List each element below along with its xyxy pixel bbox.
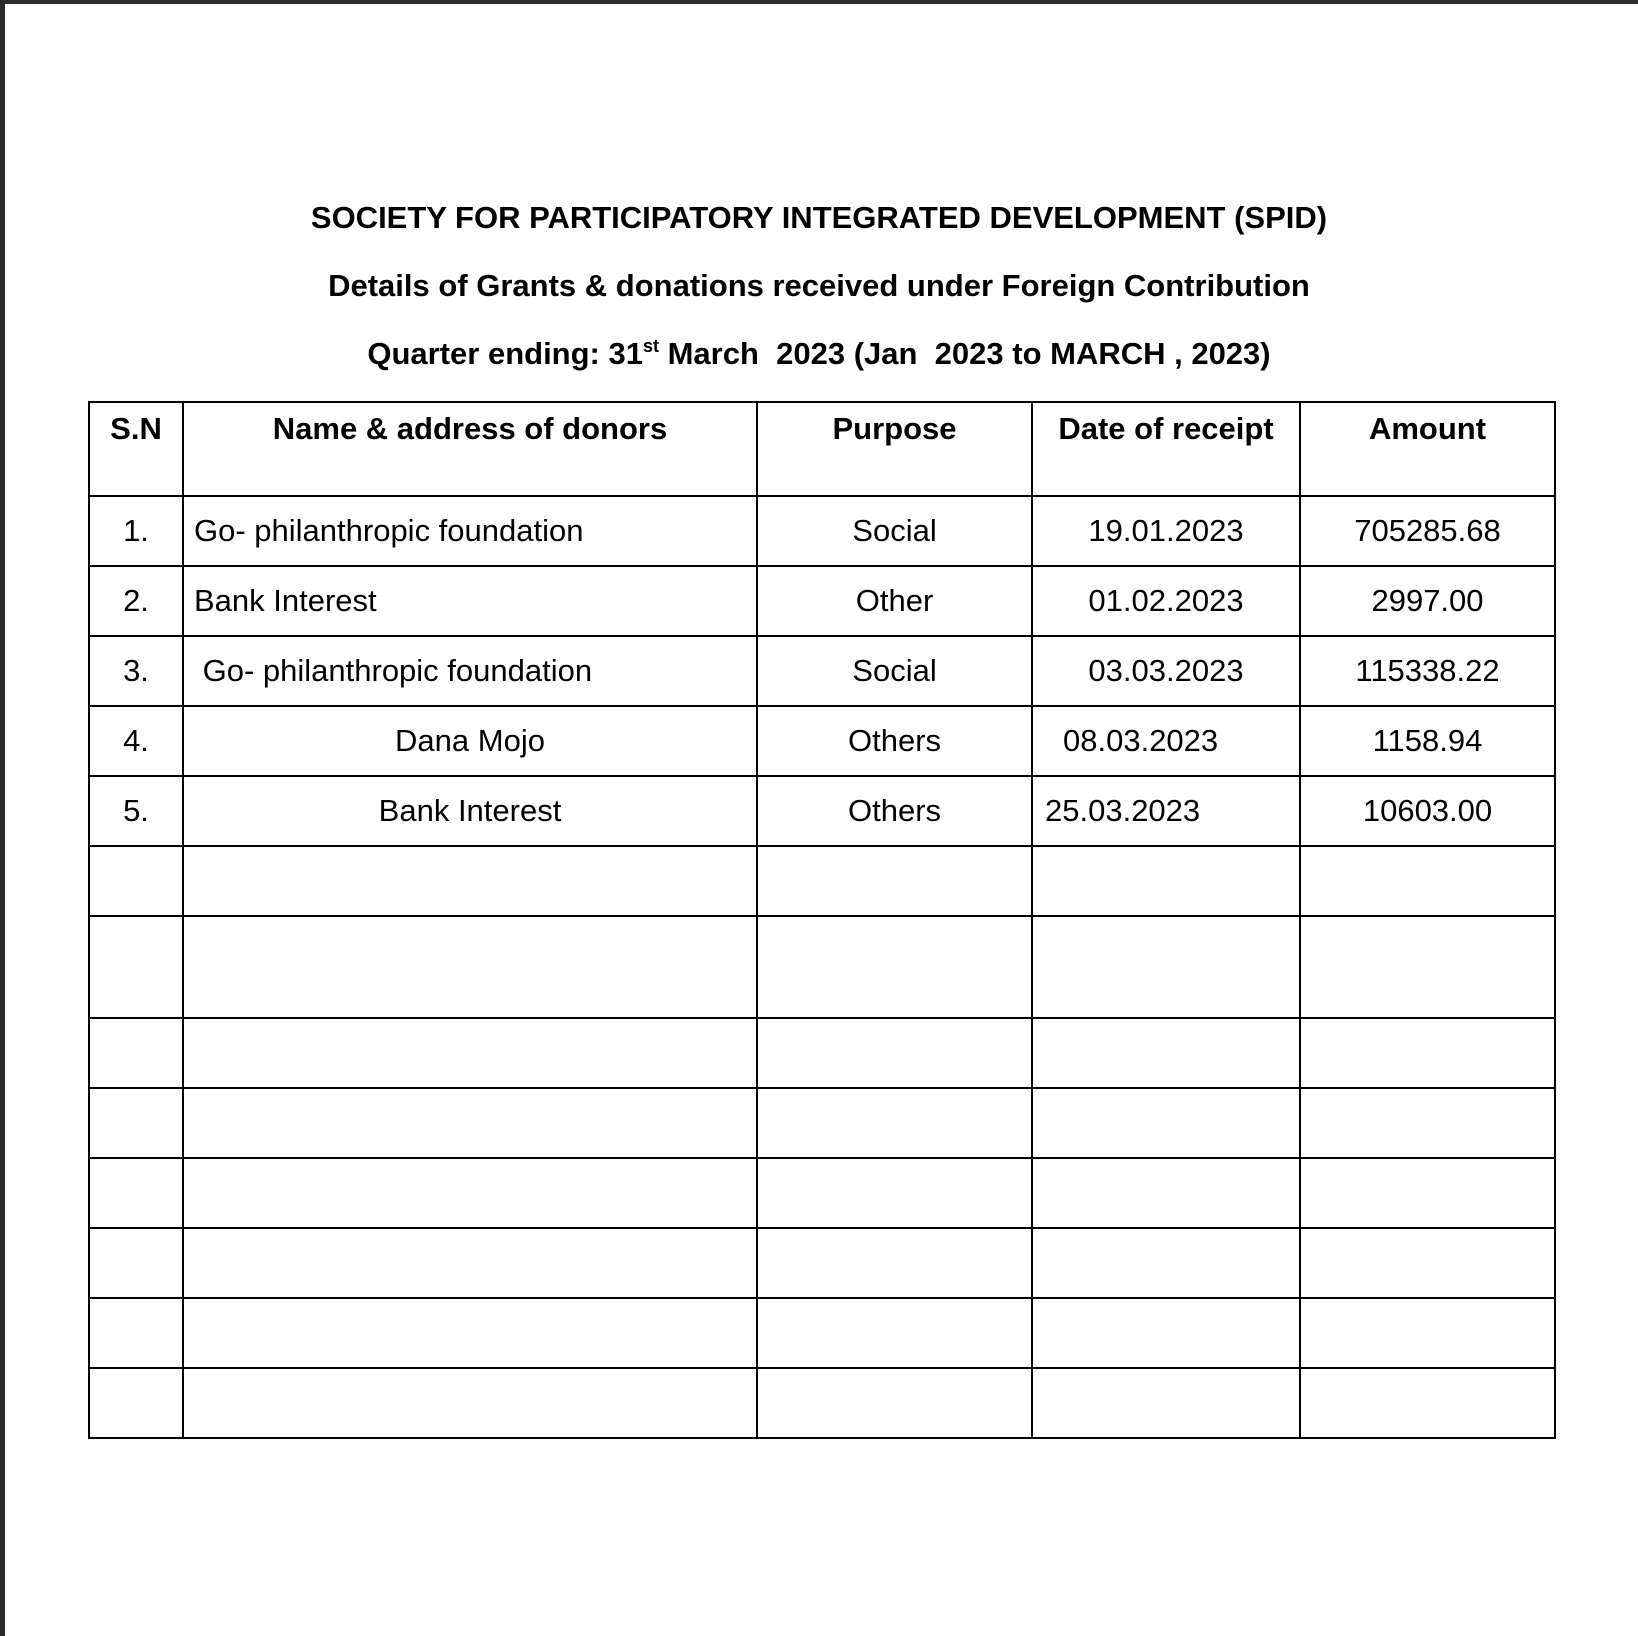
cell-purpose: Others (757, 776, 1032, 846)
cell-sn: 5. (89, 776, 183, 846)
cell-amount: 705285.68 (1300, 496, 1555, 566)
cell-empty (1032, 1368, 1300, 1438)
table-row (89, 636, 1555, 706)
cell-empty (1032, 916, 1300, 1018)
cell-donor: Bank Interest (183, 776, 757, 846)
cell-empty (1032, 1228, 1300, 1298)
table-row-empty (89, 846, 1555, 916)
cell-amount: 1158.94 (1300, 706, 1555, 776)
cell-empty (1300, 846, 1555, 916)
cell-donor: Dana Mojo (183, 706, 757, 776)
page-border-left (0, 0, 5, 1636)
cell-date: 25.03.2023 (1032, 776, 1300, 846)
cell-empty (1032, 1158, 1300, 1228)
cell-empty (757, 1088, 1032, 1158)
cell-empty (1032, 1088, 1300, 1158)
table-row (89, 776, 1555, 846)
cell-date: 03.03.2023 (1032, 636, 1300, 706)
cell-empty (89, 1368, 183, 1438)
cell-empty (1300, 1228, 1555, 1298)
cell-empty (757, 1158, 1032, 1228)
cell-purpose: Others (757, 706, 1032, 776)
cell-empty (89, 916, 183, 1018)
cell-date: 19.01.2023 (1032, 496, 1300, 566)
cell-empty (183, 1228, 757, 1298)
cell-empty (183, 1368, 757, 1438)
cell-empty (183, 1018, 757, 1088)
column-header-date: Date of receipt (1032, 402, 1300, 496)
column-header-amount: Amount (1300, 402, 1555, 496)
table-row-empty (89, 1298, 1555, 1368)
cell-empty (89, 1158, 183, 1228)
cell-empty (757, 1018, 1032, 1088)
cell-empty (183, 1158, 757, 1228)
cell-empty (1300, 1368, 1555, 1438)
cell-empty (89, 1228, 183, 1298)
table-row-empty (89, 1088, 1555, 1158)
cell-empty (757, 916, 1032, 1018)
cell-empty (757, 1298, 1032, 1368)
cell-empty (1300, 1088, 1555, 1158)
cell-empty (183, 846, 757, 916)
page-border-top (0, 0, 1638, 4)
cell-sn: 1. (89, 496, 183, 566)
cell-empty (183, 1298, 757, 1368)
table-row-empty (89, 916, 1555, 1018)
quarter-suffix: March 2023 (Jan 2023 to MARCH , 2023) (658, 336, 1271, 371)
cell-empty (89, 1088, 183, 1158)
column-header-sn: S.N (89, 402, 183, 496)
cell-donor: Go- philanthropic foundation (183, 636, 757, 706)
cell-empty (1032, 846, 1300, 916)
cell-empty (1300, 1158, 1555, 1228)
cell-empty (757, 1368, 1032, 1438)
cell-empty (757, 846, 1032, 916)
cell-empty (1300, 1018, 1555, 1088)
column-header-purpose: Purpose (757, 402, 1032, 496)
cell-purpose: Social (757, 636, 1032, 706)
cell-empty (89, 846, 183, 916)
cell-empty (1300, 1298, 1555, 1368)
quarter-ordinal-suffix: st (642, 336, 659, 356)
cell-amount: 2997.00 (1300, 566, 1555, 636)
cell-sn: 2. (89, 566, 183, 636)
cell-date: 08.03.2023 (1032, 706, 1300, 776)
cell-empty (757, 1228, 1032, 1298)
table-row-empty (89, 1018, 1555, 1088)
cell-empty (1032, 1018, 1300, 1088)
grants-table (88, 401, 1556, 1439)
cell-amount: 115338.22 (1300, 636, 1555, 706)
quarter-line (0, 336, 1638, 372)
cell-purpose: Social (757, 496, 1032, 566)
cell-donor: Go- philanthropic foundation (183, 496, 757, 566)
cell-empty (183, 1088, 757, 1158)
table-header-row (89, 402, 1555, 496)
cell-empty (1300, 916, 1555, 1018)
table-row (89, 566, 1555, 636)
table-row-empty (89, 1368, 1555, 1438)
table-row (89, 706, 1555, 776)
table-row-empty (89, 1158, 1555, 1228)
column-header-donor: Name & address of donors (183, 402, 757, 496)
cell-empty (183, 916, 757, 1018)
cell-sn: 3. (89, 636, 183, 706)
org-title: SOCIETY FOR PARTICIPATORY INTEGRATED DEVELOPMENT (SPID) (310, 200, 1328, 235)
cell-empty (89, 1298, 183, 1368)
table-row-empty (89, 1228, 1555, 1298)
cell-empty (1032, 1298, 1300, 1368)
cell-purpose: Other (757, 566, 1032, 636)
cell-sn: 4. (89, 706, 183, 776)
quarter-prefix: Quarter ending: 31 (367, 336, 643, 371)
cell-amount: 10603.00 (1300, 776, 1555, 846)
cell-empty (89, 1018, 183, 1088)
cell-date: 01.02.2023 (1032, 566, 1300, 636)
table-row (89, 496, 1555, 566)
document-subtitle: Details of Grants & donations received under Foreign Contribution (328, 268, 1310, 303)
cell-donor: Bank Interest (183, 566, 757, 636)
